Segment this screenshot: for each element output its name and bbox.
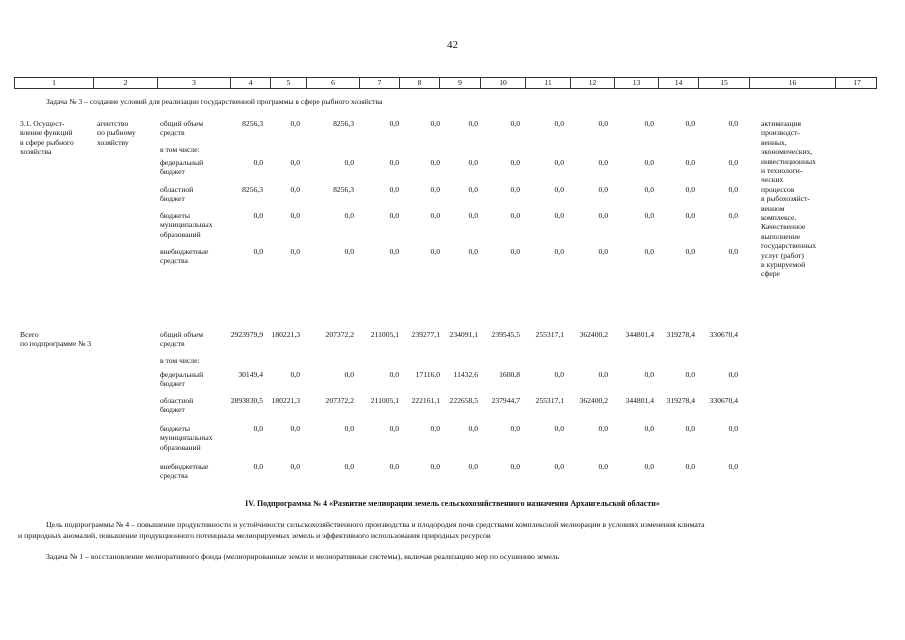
total3-value-cell: 344801,4	[625, 396, 654, 405]
total3-value-cell: 330670,4	[709, 396, 738, 405]
item31-value-cell: 8256,3	[242, 185, 263, 194]
item31-result-line: Качественное	[761, 222, 806, 232]
total3-value-cell: 211005,1	[370, 330, 399, 339]
item31-row-label: средства	[160, 256, 188, 266]
total3-row-label: образований	[160, 442, 201, 452]
item31-executor-line: по рыбному	[97, 128, 136, 138]
item31-row-label: общий объем	[160, 119, 204, 128]
item31-value-cell: 0,0	[468, 185, 478, 194]
total3-value-cell: 237944,7	[491, 396, 520, 405]
column-header-14: 14	[659, 78, 699, 88]
item31-value-cell: 0,0	[344, 158, 354, 167]
item31-value-cell: 0,0	[554, 158, 564, 167]
item31-value-cell: 8256,3	[333, 119, 354, 128]
item31-value-cell: 0,0	[554, 185, 564, 194]
item31-name-line: 3.1. Осущест-	[20, 119, 65, 128]
item31-result-line: услуг (работ)	[761, 250, 804, 260]
item31-name-line: вление функций	[20, 128, 73, 138]
total3-row-label: бюджет	[160, 405, 185, 415]
total3-value-cell: 0,0	[554, 424, 564, 433]
column-header-10: 10	[481, 78, 526, 88]
item31-row-label: в том числе:	[160, 145, 200, 154]
item31-row-label: бюджет	[160, 194, 185, 204]
total3-value-cell: 0,0	[728, 370, 738, 379]
column-header-13: 13	[615, 78, 659, 88]
item31-result-line: венном	[761, 203, 785, 213]
item31-value-cell: 0,0	[685, 185, 695, 194]
item31-value-cell: 0,0	[728, 247, 738, 256]
total3-value-cell: 0,0	[468, 462, 478, 471]
total3-value-cell: 0,0	[644, 370, 654, 379]
item31-result-line: экономических,	[761, 147, 813, 157]
item31-value-cell: 0,0	[344, 247, 354, 256]
column-header-17: 17	[853, 78, 861, 87]
total3-value-cell: 0,0	[290, 370, 300, 379]
item31-value-cell: 0,0	[685, 119, 695, 128]
item31-row-label: образований	[160, 229, 201, 239]
item31-result-line: ческих	[761, 175, 784, 185]
total3-value-cell: 0,0	[644, 462, 654, 471]
item31-value-cell: 0,0	[728, 158, 738, 167]
total3-value-cell: 0,0	[430, 462, 440, 471]
task-1-line: Задача № 1 – восстановление мелиоративного фонда (мелиорированные земли и мелиоративные системы), включая реализацию мер по осушению земель	[46, 552, 560, 561]
total3-value-cell: 0,0	[389, 424, 399, 433]
total3-value-cell: 234091,1	[449, 330, 478, 339]
item31-value-cell: 0,0	[510, 247, 520, 256]
item31-result-line: активизация	[761, 119, 801, 128]
item31-value-cell: 0,0	[685, 247, 695, 256]
column-header-8: 8	[400, 78, 440, 88]
item31-value-cell: 0,0	[253, 158, 263, 167]
item31-value-cell: 0,0	[598, 211, 608, 220]
item31-value-cell: 0,0	[430, 185, 440, 194]
total3-value-cell: 0,0	[598, 462, 608, 471]
column-header-4: 4	[231, 78, 271, 88]
total3-value-cell: 319278,4	[666, 330, 695, 339]
total3-value-cell: 239545,5	[491, 330, 520, 339]
item31-row-label: средств	[160, 128, 185, 138]
item31-value-cell: 8256,3	[242, 119, 263, 128]
total3-value-cell: 0,0	[685, 370, 695, 379]
item31-value-cell: 0,0	[510, 211, 520, 220]
total3-row-label: средства	[160, 471, 188, 481]
column-header-3: 3	[158, 78, 231, 88]
total3-value-cell: 0,0	[644, 424, 654, 433]
item31-value-cell: 0,0	[554, 119, 564, 128]
total3-value-cell: 0,0	[510, 462, 520, 471]
item31-value-cell: 0,0	[598, 185, 608, 194]
item31-value-cell: 0,0	[468, 211, 478, 220]
item31-result-line: комплексе.	[761, 213, 797, 222]
item31-row-label: областной	[160, 185, 194, 194]
total3-value-cell: 17116,0	[415, 370, 440, 379]
goal-4-line-1: Цель подпрограммы № 4 – повышение продуктивности и устойчивости сельскохозяйственного производства и плодородия почв средствами комплексной мелиорации в условиях изменения климата	[46, 520, 705, 529]
item31-value-cell: 0,0	[253, 247, 263, 256]
item31-value-cell: 0,0	[468, 119, 478, 128]
total3-value-cell: 0,0	[344, 370, 354, 379]
page-number: 42	[447, 39, 458, 51]
total3-value-cell: 11432,6	[453, 370, 478, 379]
subprogram-4-heading: IV. Подпрограмма № 4 «Развитие мелиорации земель сельскохозяйственного назначения Архангельской области»	[245, 499, 660, 508]
item31-value-cell: 0,0	[389, 247, 399, 256]
column-header-row	[14, 77, 877, 89]
item31-result-line: сфере	[761, 269, 780, 279]
column-header-7: 7	[360, 78, 400, 88]
total3-value-cell: 0,0	[685, 424, 695, 433]
total3-row-label: бюджет	[160, 379, 185, 389]
item31-result-line: производст-	[761, 128, 800, 138]
total3-value-cell: 255317,1	[535, 396, 564, 405]
total3-name-line: Всего	[20, 330, 39, 339]
item31-result-line: инвестиционных	[761, 156, 816, 166]
item31-value-cell: 0,0	[430, 247, 440, 256]
total3-row-label: областной	[160, 396, 194, 405]
item31-value-cell: 0,0	[290, 119, 300, 128]
total3-value-cell: 30149,4	[238, 370, 263, 379]
item31-result-line: процессов	[761, 184, 795, 194]
item31-executor-line: агентство	[97, 119, 129, 128]
item31-result-line: в курируемой	[761, 260, 806, 269]
column-header-6: 6	[307, 78, 360, 88]
item31-name-line: в сфере рыбного	[20, 137, 74, 147]
total3-value-cell: 0,0	[253, 424, 263, 433]
total3-value-cell: 207372,2	[325, 330, 354, 339]
total3-value-cell: 180221,3	[271, 396, 300, 405]
total3-value-cell: 0,0	[598, 370, 608, 379]
item31-result-line: государственных	[761, 241, 817, 251]
total3-value-cell: 2923979,9	[230, 330, 263, 339]
item31-value-cell: 8256,3	[333, 185, 354, 194]
total3-value-cell: 0,0	[389, 462, 399, 471]
total3-value-cell: 0,0	[253, 462, 263, 471]
item31-value-cell: 0,0	[290, 247, 300, 256]
total3-value-cell: 0,0	[290, 424, 300, 433]
item31-value-cell: 0,0	[728, 119, 738, 128]
item31-value-cell: 0,0	[389, 158, 399, 167]
column-header-15: 15	[699, 78, 750, 88]
item31-value-cell: 0,0	[510, 119, 520, 128]
item31-value-cell: 0,0	[430, 158, 440, 167]
item31-value-cell: 0,0	[728, 211, 738, 220]
item31-value-cell: 0,0	[468, 158, 478, 167]
total3-row-label: бюджеты	[160, 424, 190, 433]
total3-value-cell: 0,0	[468, 424, 478, 433]
item31-value-cell: 0,0	[685, 211, 695, 220]
total3-value-cell: 0,0	[598, 424, 608, 433]
item31-value-cell: 0,0	[554, 211, 564, 220]
total3-value-cell: 222658,5	[449, 396, 478, 405]
column-header-16: 16	[750, 78, 836, 88]
item31-row-label: бюджет	[160, 167, 185, 177]
item31-value-cell: 0,0	[253, 211, 263, 220]
total3-value-cell: 344801,4	[625, 330, 654, 339]
column-header-11: 11	[526, 78, 571, 88]
item31-value-cell: 0,0	[290, 185, 300, 194]
total3-value-cell: 362400,2	[579, 396, 608, 405]
total3-value-cell: 0,0	[554, 370, 564, 379]
total3-value-cell: 0,0	[510, 424, 520, 433]
total3-value-cell: 1600,8	[499, 370, 520, 379]
item31-value-cell: 0,0	[510, 185, 520, 194]
total3-value-cell: 0,0	[685, 462, 695, 471]
item31-result-line: венных,	[761, 137, 787, 147]
item31-value-cell: 0,0	[598, 158, 608, 167]
item31-value-cell: 0,0	[389, 211, 399, 220]
total3-value-cell: 0,0	[728, 462, 738, 471]
item31-row-label: федеральный	[160, 158, 204, 167]
item31-value-cell: 0,0	[598, 247, 608, 256]
total3-value-cell: 2893830,5	[230, 396, 263, 405]
column-header-12: 12	[571, 78, 615, 88]
item31-name-line: хозяйства	[20, 147, 52, 157]
item31-value-cell: 0,0	[644, 158, 654, 167]
item31-value-cell: 0,0	[644, 119, 654, 128]
total3-row-label: муниципальных	[160, 433, 213, 443]
column-header-2: 2	[94, 78, 158, 88]
item31-row-label: муниципальных	[160, 220, 213, 230]
total3-value-cell: 239277,1	[411, 330, 440, 339]
item31-value-cell: 0,0	[644, 247, 654, 256]
item31-value-cell: 0,0	[644, 211, 654, 220]
item31-result-line: и технологи-	[761, 166, 803, 175]
item31-value-cell: 0,0	[510, 158, 520, 167]
item31-value-cell: 0,0	[290, 158, 300, 167]
total3-value-cell: 0,0	[554, 462, 564, 471]
item31-value-cell: 0,0	[430, 211, 440, 220]
item31-value-cell: 0,0	[685, 158, 695, 167]
total3-row-label: средств	[160, 339, 185, 349]
total3-value-cell: 211005,1	[370, 396, 399, 405]
item31-value-cell: 0,0	[554, 247, 564, 256]
item31-executor-line: хозяйству	[97, 137, 129, 147]
column-header-5: 5	[271, 78, 307, 88]
column-header-9: 9	[440, 78, 481, 88]
total3-value-cell: 222161,1	[411, 396, 440, 405]
total3-value-cell: 362400,2	[579, 330, 608, 339]
goal-4-line-2: и природных аномалий, повышение продукционного потенциала мелиорируемых земель и эффективного использования природных ресурсов	[18, 531, 491, 540]
total3-value-cell: 330670,4	[709, 330, 738, 339]
total3-value-cell: 0,0	[344, 424, 354, 433]
total3-value-cell: 207372,2	[325, 396, 354, 405]
item31-row-label: бюджеты	[160, 211, 190, 220]
total3-value-cell: 255317,1	[535, 330, 564, 339]
item31-value-cell: 0,0	[430, 119, 440, 128]
item31-result-line: в рыбохозяйст-	[761, 194, 810, 204]
item31-value-cell: 0,0	[389, 185, 399, 194]
total3-value-cell: 0,0	[290, 462, 300, 471]
total3-row-label: федеральный	[160, 370, 204, 379]
total3-value-cell: 180221,3	[271, 330, 300, 339]
total3-row-label: в том числе:	[160, 356, 200, 365]
column-header-1: 1	[15, 78, 94, 88]
total3-value-cell: 0,0	[728, 424, 738, 433]
total3-row-label: внебюджетные	[160, 462, 209, 471]
item31-row-label: внебюджетные	[160, 247, 209, 256]
item31-value-cell: 0,0	[644, 185, 654, 194]
total3-value-cell: 319278,4	[666, 396, 695, 405]
item31-result-line: выполнение	[761, 231, 801, 241]
total3-name-line: по подпрограмме № 3	[20, 339, 92, 349]
total3-row-label: общий объем	[160, 330, 204, 339]
item31-value-cell: 0,0	[728, 185, 738, 194]
item31-value-cell: 0,0	[468, 247, 478, 256]
item31-value-cell: 0,0	[290, 211, 300, 220]
item31-value-cell: 0,0	[344, 211, 354, 220]
task3-title: Задача № 3 – создание условий для реализации государственной программы в сфере рыбного хозяйства	[46, 97, 383, 106]
total3-value-cell: 0,0	[344, 462, 354, 471]
total3-value-cell: 0,0	[430, 424, 440, 433]
total3-value-cell: 0,0	[389, 370, 399, 379]
item31-value-cell: 0,0	[389, 119, 399, 128]
item31-value-cell: 0,0	[598, 119, 608, 128]
